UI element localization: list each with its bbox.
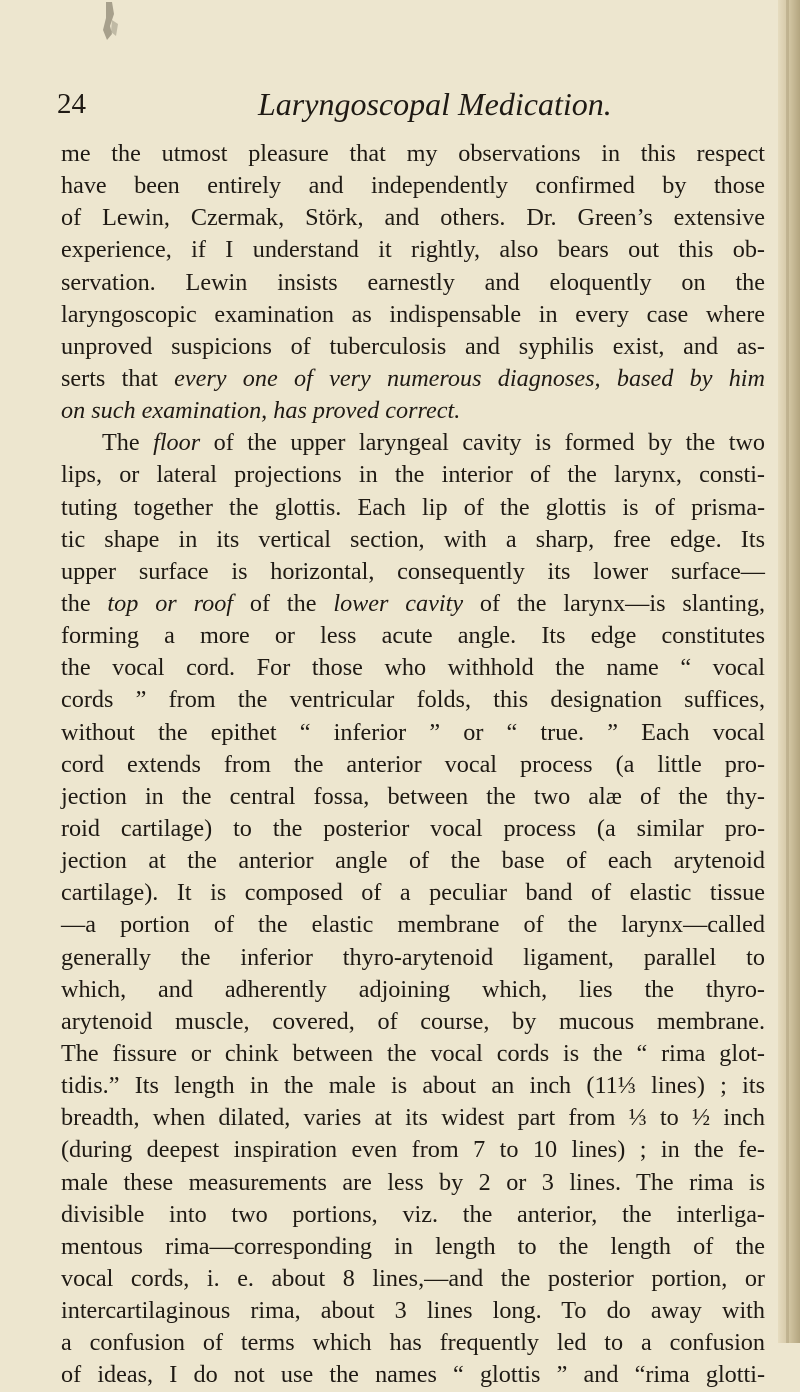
text-segment: of ideas, I do not use the names “ glottis ” and “rima glotti- — [61, 1361, 765, 1389]
text-segment: lips, or lateral projections in the interior of the larynx, consti- — [61, 461, 765, 489]
text-line — [61, 652, 765, 684]
text-line — [61, 267, 765, 299]
body-text — [61, 138, 765, 1391]
text-segment: generally the inferior thyro-arytenoid ligament, parallel to — [61, 943, 765, 971]
text-segment: The — [102, 429, 154, 457]
text-line — [61, 202, 765, 234]
text-segment: of the — [233, 589, 334, 617]
text-segment: cartilage). It is composed of a peculiar band of elastic tissue — [61, 879, 765, 907]
italic-text: floor — [153, 429, 201, 457]
text-segment: mentous rima—corresponding in length to the length of the — [61, 1232, 765, 1260]
text-line — [61, 942, 765, 974]
text-line — [61, 1006, 765, 1038]
text-line — [61, 1199, 765, 1231]
running-title: Laryngoscopal Medication. — [258, 86, 612, 122]
text-segment: intercartilaginous rima, about 3 lines long. To do away with — [61, 1297, 765, 1325]
text-line — [61, 492, 765, 524]
text-line — [61, 395, 765, 427]
text-line — [61, 1263, 765, 1295]
italic-text: every one of very numerous diagnoses, based by him — [174, 364, 765, 392]
text-line — [61, 1231, 765, 1263]
page-number: 24 — [57, 88, 86, 120]
text-line — [61, 363, 765, 395]
text-line — [61, 1295, 765, 1327]
text-segment: roid cartilage) to the posterior vocal process (a similar pro- — [61, 814, 765, 842]
text-segment: have been entirely and independently confirmed by those — [61, 172, 765, 200]
text-segment: servation. Lewin insists earnestly and eloquently on the — [61, 268, 765, 296]
text-segment: which, and adherently adjoining which, lies the thyro- — [61, 975, 765, 1003]
text-line — [61, 1359, 765, 1391]
text-segment: of the larynx—is slanting, — [463, 589, 765, 617]
text-segment: serts that — [61, 364, 175, 392]
text-line — [61, 1327, 765, 1359]
text-line — [61, 845, 765, 877]
italic-text: on such examination, has proved correct. — [61, 397, 461, 425]
text-segment: of Lewin, Czermak, Störk, and others. Dr. Green’s extensive — [61, 204, 765, 232]
text-segment: upper surface is horizontal, consequently its lower surface— — [61, 557, 765, 585]
text-line — [61, 299, 765, 331]
italic-text: lower cavity — [333, 589, 464, 617]
text-segment: cord extends from the anterior vocal process (a little pro- — [61, 750, 765, 778]
text-segment: (during deepest inspiration even from 7 to 10 lines) ; in the fe- — [61, 1136, 765, 1164]
text-segment: jection at the anterior angle of the base of each arytenoid — [61, 847, 765, 875]
text-segment: a confusion of terms which has frequently led to a confusion — [61, 1329, 765, 1357]
text-line — [61, 588, 765, 620]
text-line — [61, 974, 765, 1006]
text-segment: male these measurements are less by 2 or 3 lines. The rima is — [61, 1168, 765, 1196]
text-segment: the — [61, 589, 108, 617]
text-line — [61, 138, 765, 170]
page-header — [57, 82, 769, 126]
text-segment: The fissure or chink between the vocal cords is the “ rima glot- — [61, 1039, 765, 1067]
text-line — [61, 427, 765, 459]
text-segment: the vocal cord. For those who withhold the name “ vocal — [61, 654, 765, 682]
text-segment: jection in the central fossa, between the two alæ of the thy- — [61, 782, 765, 810]
text-line — [61, 1038, 765, 1070]
text-line — [61, 877, 765, 909]
text-segment: arytenoid muscle, covered, of course, by mucous membrane. — [61, 1007, 765, 1035]
text-line — [61, 459, 765, 491]
text-segment: forming a more or less acute angle. Its edge constitutes — [61, 622, 765, 650]
text-line — [61, 620, 765, 652]
text-segment: tuting together the glottis. Each lip of the glottis is of prisma- — [61, 493, 765, 521]
text-segment: unproved suspicions of tuberculosis and syphilis exist, and as- — [61, 332, 765, 360]
text-line — [61, 234, 765, 266]
text-line — [61, 813, 765, 845]
italic-text: top or roof — [107, 589, 234, 617]
ornament-mark — [90, 0, 134, 44]
text-line — [61, 749, 765, 781]
text-segment: cords ” from the ventricular folds, this designation suffices, — [61, 686, 765, 714]
page-edge — [778, 0, 800, 1343]
text-line — [61, 1070, 765, 1102]
text-segment: tidis.” Its length in the male is about an inch (11⅓ lines) ; its — [61, 1072, 765, 1100]
text-line — [61, 717, 765, 749]
text-segment: without the epithet “ inferior ” or “ true. ” Each vocal — [61, 718, 765, 746]
text-segment: divisible into two portions, viz. the anterior, the interliga- — [61, 1200, 765, 1228]
text-line — [61, 1102, 765, 1134]
text-segment: breadth, when dilated, varies at its widest part from ⅓ to ½ inch — [61, 1104, 765, 1132]
text-line — [61, 331, 765, 363]
text-segment: of the upper laryngeal cavity is formed by the two — [200, 429, 765, 457]
text-line — [61, 909, 765, 941]
text-line — [61, 1134, 765, 1166]
text-segment: me the utmost pleasure that my observations in this respect — [61, 140, 765, 167]
text-segment: tic shape in its vertical section, with a sharp, free edge. Its — [61, 525, 765, 553]
text-line — [61, 556, 765, 588]
text-line — [61, 170, 765, 202]
text-segment: laryngoscopic examination as indispensable in every case where — [61, 300, 765, 328]
text-segment: experience, if I understand it rightly, also bears out this ob- — [61, 236, 765, 264]
text-segment: vocal cords, i. e. about 8 lines,—and the posterior portion, or — [61, 1264, 765, 1292]
text-line — [61, 1167, 765, 1199]
text-line — [61, 684, 765, 716]
text-segment: —a portion of the elastic membrane of the larynx—called — [61, 911, 765, 939]
text-line — [61, 781, 765, 813]
text-line — [61, 524, 765, 556]
